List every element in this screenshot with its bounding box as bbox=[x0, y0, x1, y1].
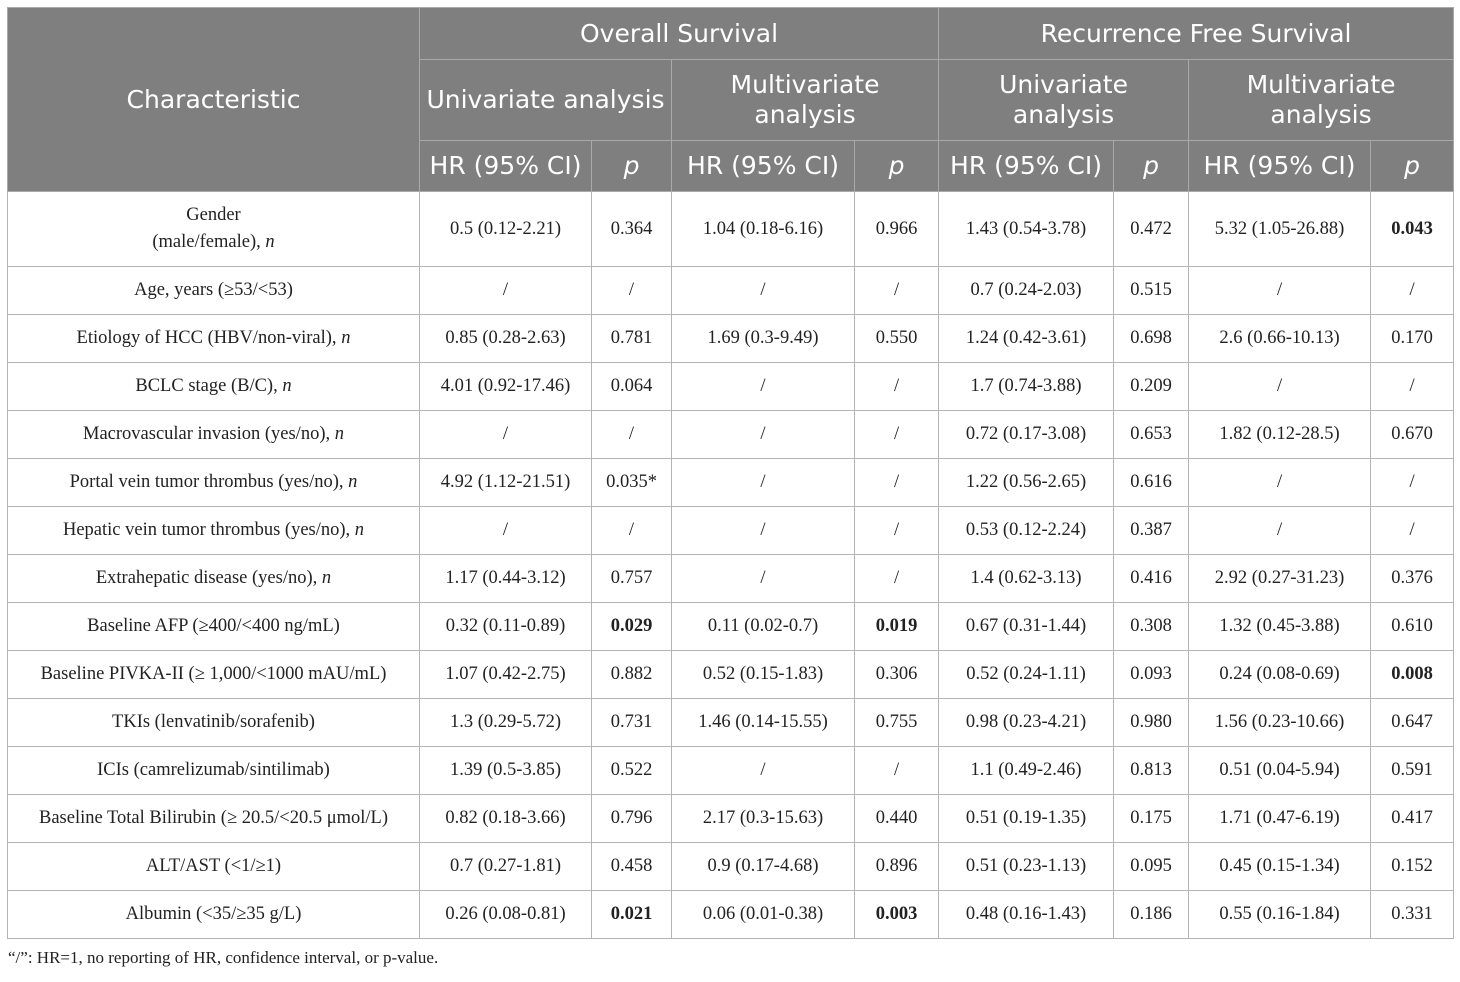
characteristic-cell bbox=[8, 315, 420, 363]
header-overall-survival: Overall Survival bbox=[420, 8, 939, 60]
os-multivariate-hr-cell: / bbox=[672, 747, 855, 795]
os-multivariate-hr-cell: / bbox=[672, 459, 855, 507]
characteristic-cell bbox=[8, 192, 420, 267]
table-row bbox=[8, 192, 1454, 267]
rfs-multivariate-hr-cell: 2.92 (0.27-31.23) bbox=[1189, 555, 1371, 603]
rfs-univariate-hr-cell: 0.52 (0.24-1.11) bbox=[939, 651, 1114, 699]
os-multivariate-p-cell: 0.003 bbox=[855, 891, 939, 939]
characteristic-label: Macrovascular invasion (yes/no), bbox=[83, 424, 335, 444]
header-rfs-multi-p: p bbox=[1371, 141, 1454, 192]
characteristic-cell bbox=[8, 603, 420, 651]
rfs-univariate-p-cell: 0.209 bbox=[1114, 363, 1189, 411]
characteristic-cell bbox=[8, 507, 420, 555]
rfs-univariate-p-cell: 0.698 bbox=[1114, 315, 1189, 363]
os-multivariate-p-cell: 0.440 bbox=[855, 795, 939, 843]
characteristic-n-suffix: n bbox=[265, 232, 275, 252]
os-univariate-hr-cell: 0.26 (0.08-0.81) bbox=[420, 891, 592, 939]
os-multivariate-hr-cell: 1.04 (0.18-6.16) bbox=[672, 192, 855, 267]
rfs-multivariate-hr-cell: / bbox=[1189, 363, 1371, 411]
rfs-multivariate-p-cell: 0.670 bbox=[1371, 411, 1454, 459]
os-univariate-hr-cell: / bbox=[420, 411, 592, 459]
rfs-univariate-p-cell: 0.095 bbox=[1114, 843, 1189, 891]
os-univariate-p-cell: 0.522 bbox=[592, 747, 672, 795]
rfs-multivariate-hr-cell: 1.71 (0.47-6.19) bbox=[1189, 795, 1371, 843]
rfs-univariate-p-cell: 0.653 bbox=[1114, 411, 1189, 459]
os-univariate-p-cell: 0.781 bbox=[592, 315, 672, 363]
characteristic-n-suffix: n bbox=[348, 472, 358, 492]
os-univariate-hr-cell: 4.92 (1.12-21.51) bbox=[420, 459, 592, 507]
characteristic-cell bbox=[8, 411, 420, 459]
results-table-container bbox=[7, 7, 1453, 968]
os-multivariate-p-cell: 0.896 bbox=[855, 843, 939, 891]
header-rfs-multivariate bbox=[1189, 60, 1454, 141]
table-row bbox=[8, 459, 1454, 507]
os-univariate-hr-cell: 4.01 (0.92-17.46) bbox=[420, 363, 592, 411]
os-univariate-hr-cell: 1.07 (0.42-2.75) bbox=[420, 651, 592, 699]
characteristic-cell bbox=[8, 891, 420, 939]
os-univariate-hr-cell: 0.85 (0.28-2.63) bbox=[420, 315, 592, 363]
os-multivariate-hr-cell: / bbox=[672, 507, 855, 555]
characteristic-cell bbox=[8, 699, 420, 747]
rfs-multivariate-hr-cell: 1.82 (0.12-28.5) bbox=[1189, 411, 1371, 459]
table-row bbox=[8, 267, 1454, 315]
header-rfs-multivariate-line1: Multivariate bbox=[1246, 70, 1396, 99]
characteristic-label: Age, years (≥53/<53) bbox=[134, 280, 293, 300]
rfs-multivariate-p-cell: 0.417 bbox=[1371, 795, 1454, 843]
header-os-multi-hr: HR (95% CI) bbox=[672, 141, 855, 192]
os-univariate-p-cell: 0.035* bbox=[592, 459, 672, 507]
header-os-univariate: Univariate analysis bbox=[420, 60, 672, 141]
os-univariate-hr-cell: 0.32 (0.11-0.89) bbox=[420, 603, 592, 651]
table-row bbox=[8, 891, 1454, 939]
characteristic-n-suffix: n bbox=[354, 520, 365, 540]
rfs-univariate-hr-cell: 0.7 (0.24-2.03) bbox=[939, 267, 1114, 315]
characteristic-label: Extrahepatic disease (yes/no), bbox=[95, 568, 322, 588]
rfs-multivariate-p-cell: 0.152 bbox=[1371, 843, 1454, 891]
os-multivariate-p-cell: / bbox=[855, 267, 939, 315]
rfs-multivariate-p-cell: / bbox=[1371, 459, 1454, 507]
os-multivariate-p-cell: / bbox=[855, 507, 939, 555]
rfs-univariate-hr-cell: 0.48 (0.16-1.43) bbox=[939, 891, 1114, 939]
os-multivariate-hr-cell: 1.69 (0.3-9.49) bbox=[672, 315, 855, 363]
rfs-multivariate-hr-cell: 0.24 (0.08-0.69) bbox=[1189, 651, 1371, 699]
rfs-univariate-hr-cell: 0.67 (0.31-1.44) bbox=[939, 603, 1114, 651]
os-univariate-hr-cell: 0.5 (0.12-2.21) bbox=[420, 192, 592, 267]
rfs-univariate-hr-cell: 0.53 (0.12-2.24) bbox=[939, 507, 1114, 555]
os-univariate-p-cell: / bbox=[592, 267, 672, 315]
os-multivariate-hr-cell: 2.17 (0.3-15.63) bbox=[672, 795, 855, 843]
table-row bbox=[8, 747, 1454, 795]
rfs-univariate-hr-cell: 1.7 (0.74-3.88) bbox=[939, 363, 1114, 411]
os-univariate-hr-cell: 1.39 (0.5-3.85) bbox=[420, 747, 592, 795]
characteristic-cell bbox=[8, 843, 420, 891]
os-multivariate-hr-cell: / bbox=[672, 267, 855, 315]
header-os-multi-p: p bbox=[855, 141, 939, 192]
rfs-multivariate-hr-cell: 2.6 (0.66-10.13) bbox=[1189, 315, 1371, 363]
os-univariate-p-cell: / bbox=[592, 507, 672, 555]
rfs-univariate-p-cell: 0.416 bbox=[1114, 555, 1189, 603]
rfs-multivariate-p-cell: 0.647 bbox=[1371, 699, 1454, 747]
os-univariate-hr-cell: 1.17 (0.44-3.12) bbox=[420, 555, 592, 603]
os-multivariate-hr-cell: 0.06 (0.01-0.38) bbox=[672, 891, 855, 939]
header-rfs-uni-p: p bbox=[1114, 141, 1189, 192]
rfs-univariate-hr-cell: 1.22 (0.56-2.65) bbox=[939, 459, 1114, 507]
os-multivariate-p-cell: 0.306 bbox=[855, 651, 939, 699]
rfs-univariate-hr-cell: 0.51 (0.19-1.35) bbox=[939, 795, 1114, 843]
characteristic-label: Albumin (<35/≥35 g/L) bbox=[125, 904, 302, 924]
characteristic-label: Hepatic vein tumor thrombus (yes/no), bbox=[62, 520, 355, 540]
rfs-multivariate-hr-cell: / bbox=[1189, 459, 1371, 507]
os-multivariate-hr-cell: 1.46 (0.14-15.55) bbox=[672, 699, 855, 747]
rfs-univariate-hr-cell: 1.24 (0.42-3.61) bbox=[939, 315, 1114, 363]
survival-analysis-table bbox=[7, 7, 1454, 939]
os-univariate-p-cell: 0.731 bbox=[592, 699, 672, 747]
rfs-univariate-p-cell: 0.515 bbox=[1114, 267, 1189, 315]
rfs-multivariate-p-cell: / bbox=[1371, 507, 1454, 555]
os-multivariate-p-cell: / bbox=[855, 459, 939, 507]
rfs-multivariate-p-cell: 0.376 bbox=[1371, 555, 1454, 603]
rfs-univariate-p-cell: 0.093 bbox=[1114, 651, 1189, 699]
os-multivariate-hr-cell: / bbox=[672, 555, 855, 603]
os-multivariate-hr-cell: 0.52 (0.15-1.83) bbox=[672, 651, 855, 699]
rfs-univariate-p-cell: 0.387 bbox=[1114, 507, 1189, 555]
characteristic-label: Baseline AFP (≥400/<400 ng/mL) bbox=[87, 616, 340, 636]
os-univariate-p-cell: 0.364 bbox=[592, 192, 672, 267]
table-row bbox=[8, 411, 1454, 459]
characteristic-cell bbox=[8, 459, 420, 507]
characteristic-cell bbox=[8, 555, 420, 603]
header-os-uni-p: p bbox=[592, 141, 672, 192]
rfs-multivariate-p-cell: 0.610 bbox=[1371, 603, 1454, 651]
characteristic-n-suffix: n bbox=[321, 568, 332, 588]
rfs-univariate-hr-cell: 0.98 (0.23-4.21) bbox=[939, 699, 1114, 747]
os-univariate-p-cell: / bbox=[592, 411, 672, 459]
os-multivariate-p-cell: 0.019 bbox=[855, 603, 939, 651]
os-multivariate-p-cell: / bbox=[855, 411, 939, 459]
rfs-multivariate-p-cell: 0.008 bbox=[1371, 651, 1454, 699]
os-multivariate-hr-cell: / bbox=[672, 363, 855, 411]
rfs-univariate-p-cell: 0.472 bbox=[1114, 192, 1189, 267]
characteristic-n-suffix: n bbox=[282, 376, 292, 396]
rfs-multivariate-hr-cell: 0.55 (0.16-1.84) bbox=[1189, 891, 1371, 939]
rfs-multivariate-p-cell: / bbox=[1371, 267, 1454, 315]
rfs-multivariate-hr-cell: / bbox=[1189, 267, 1371, 315]
table-footnote: “/”: HR=1, no reporting of HR, confidence interval, or p-value. bbox=[8, 948, 439, 967]
characteristic-label: Portal vein tumor thrombus (yes/no), bbox=[69, 472, 349, 492]
rfs-multivariate-p-cell: 0.331 bbox=[1371, 891, 1454, 939]
rfs-univariate-p-cell: 0.616 bbox=[1114, 459, 1189, 507]
rfs-multivariate-hr-cell: 0.45 (0.15-1.34) bbox=[1189, 843, 1371, 891]
os-univariate-hr-cell: 1.3 (0.29-5.72) bbox=[420, 699, 592, 747]
header-rfs-uni-hr: HR (95% CI) bbox=[939, 141, 1114, 192]
characteristic-label-line2: (male/female), bbox=[152, 232, 266, 252]
header-characteristic: Characteristic bbox=[8, 8, 420, 192]
rfs-univariate-p-cell: 0.186 bbox=[1114, 891, 1189, 939]
rfs-multivariate-hr-cell: 0.51 (0.04-5.94) bbox=[1189, 747, 1371, 795]
characteristic-label: BCLC stage (B/C), bbox=[135, 376, 283, 396]
rfs-multivariate-hr-cell: 5.32 (1.05-26.88) bbox=[1189, 192, 1371, 267]
os-univariate-p-cell: 0.458 bbox=[592, 843, 672, 891]
rfs-univariate-hr-cell: 0.51 (0.23-1.13) bbox=[939, 843, 1114, 891]
header-os-multivariate-line1: Multivariate bbox=[730, 70, 880, 99]
os-univariate-p-cell: 0.029 bbox=[592, 603, 672, 651]
characteristic-n-suffix: n bbox=[334, 424, 344, 444]
os-multivariate-hr-cell: 0.11 (0.02-0.7) bbox=[672, 603, 855, 651]
table-row bbox=[8, 507, 1454, 555]
table-row bbox=[8, 315, 1454, 363]
header-rfs-multivariate-line2: analysis bbox=[1270, 100, 1372, 129]
characteristic-cell bbox=[8, 795, 420, 843]
os-univariate-hr-cell: 0.7 (0.27-1.81) bbox=[420, 843, 592, 891]
characteristic-cell bbox=[8, 363, 420, 411]
os-multivariate-p-cell: / bbox=[855, 747, 939, 795]
header-rfs-multi-hr: HR (95% CI) bbox=[1189, 141, 1371, 192]
table-row bbox=[8, 363, 1454, 411]
rfs-univariate-p-cell: 0.308 bbox=[1114, 603, 1189, 651]
table-row bbox=[8, 555, 1454, 603]
characteristic-label: Gender bbox=[186, 205, 241, 225]
header-os-uni-hr: HR (95% CI) bbox=[420, 141, 592, 192]
characteristic-n-suffix: n bbox=[341, 328, 351, 348]
os-multivariate-p-cell: 0.966 bbox=[855, 192, 939, 267]
os-multivariate-hr-cell: 0.9 (0.17-4.68) bbox=[672, 843, 855, 891]
os-multivariate-p-cell: / bbox=[855, 363, 939, 411]
characteristic-label: Etiology of HCC (HBV/non-viral), bbox=[76, 328, 342, 348]
rfs-univariate-hr-cell: 1.43 (0.54-3.78) bbox=[939, 192, 1114, 267]
characteristic-label: ICIs (camrelizumab/sintilimab) bbox=[97, 760, 330, 780]
os-univariate-p-cell: 0.796 bbox=[592, 795, 672, 843]
characteristic-cell bbox=[8, 651, 420, 699]
os-univariate-p-cell: 0.882 bbox=[592, 651, 672, 699]
os-univariate-p-cell: 0.021 bbox=[592, 891, 672, 939]
rfs-multivariate-hr-cell: / bbox=[1189, 507, 1371, 555]
rfs-multivariate-p-cell: 0.591 bbox=[1371, 747, 1454, 795]
rfs-univariate-p-cell: 0.175 bbox=[1114, 795, 1189, 843]
header-rfs-univariate: Univariate analysis bbox=[939, 60, 1189, 141]
os-multivariate-p-cell: / bbox=[855, 555, 939, 603]
os-univariate-p-cell: 0.757 bbox=[592, 555, 672, 603]
os-multivariate-p-cell: 0.550 bbox=[855, 315, 939, 363]
rfs-multivariate-p-cell: 0.170 bbox=[1371, 315, 1454, 363]
rfs-univariate-p-cell: 0.980 bbox=[1114, 699, 1189, 747]
os-univariate-hr-cell: / bbox=[420, 507, 592, 555]
table-row bbox=[8, 843, 1454, 891]
rfs-multivariate-p-cell: / bbox=[1371, 363, 1454, 411]
characteristic-label: TKIs (lenvatinib/sorafenib) bbox=[112, 712, 315, 732]
characteristic-cell bbox=[8, 747, 420, 795]
rfs-multivariate-p-cell: 0.043 bbox=[1371, 192, 1454, 267]
rfs-univariate-hr-cell: 1.1 (0.49-2.46) bbox=[939, 747, 1114, 795]
characteristic-label: Baseline Total Bilirubin (≥ 20.5/<20.5 μmol/L) bbox=[39, 808, 388, 828]
header-recurrence-free-survival: Recurrence Free Survival bbox=[939, 8, 1454, 60]
table-row bbox=[8, 795, 1454, 843]
os-univariate-hr-cell: / bbox=[420, 267, 592, 315]
os-multivariate-p-cell: 0.755 bbox=[855, 699, 939, 747]
table-row bbox=[8, 651, 1454, 699]
os-multivariate-hr-cell: / bbox=[672, 411, 855, 459]
characteristic-label: Baseline PIVKA-II (≥ 1,000/<1000 mAU/mL) bbox=[40, 664, 387, 684]
characteristic-label: ALT/AST (<1/≥1) bbox=[145, 856, 282, 876]
table-row bbox=[8, 699, 1454, 747]
header-os-multivariate bbox=[672, 60, 939, 141]
header-os-multivariate-line2: analysis bbox=[754, 100, 856, 129]
table-row bbox=[8, 603, 1454, 651]
rfs-univariate-p-cell: 0.813 bbox=[1114, 747, 1189, 795]
rfs-univariate-hr-cell: 0.72 (0.17-3.08) bbox=[939, 411, 1114, 459]
rfs-univariate-hr-cell: 1.4 (0.62-3.13) bbox=[939, 555, 1114, 603]
os-univariate-p-cell: 0.064 bbox=[592, 363, 672, 411]
os-univariate-hr-cell: 0.82 (0.18-3.66) bbox=[420, 795, 592, 843]
rfs-multivariate-hr-cell: 1.56 (0.23-10.66) bbox=[1189, 699, 1371, 747]
table-header bbox=[8, 8, 1454, 192]
characteristic-cell bbox=[8, 267, 420, 315]
rfs-multivariate-hr-cell: 1.32 (0.45-3.88) bbox=[1189, 603, 1371, 651]
table-body bbox=[8, 192, 1454, 939]
